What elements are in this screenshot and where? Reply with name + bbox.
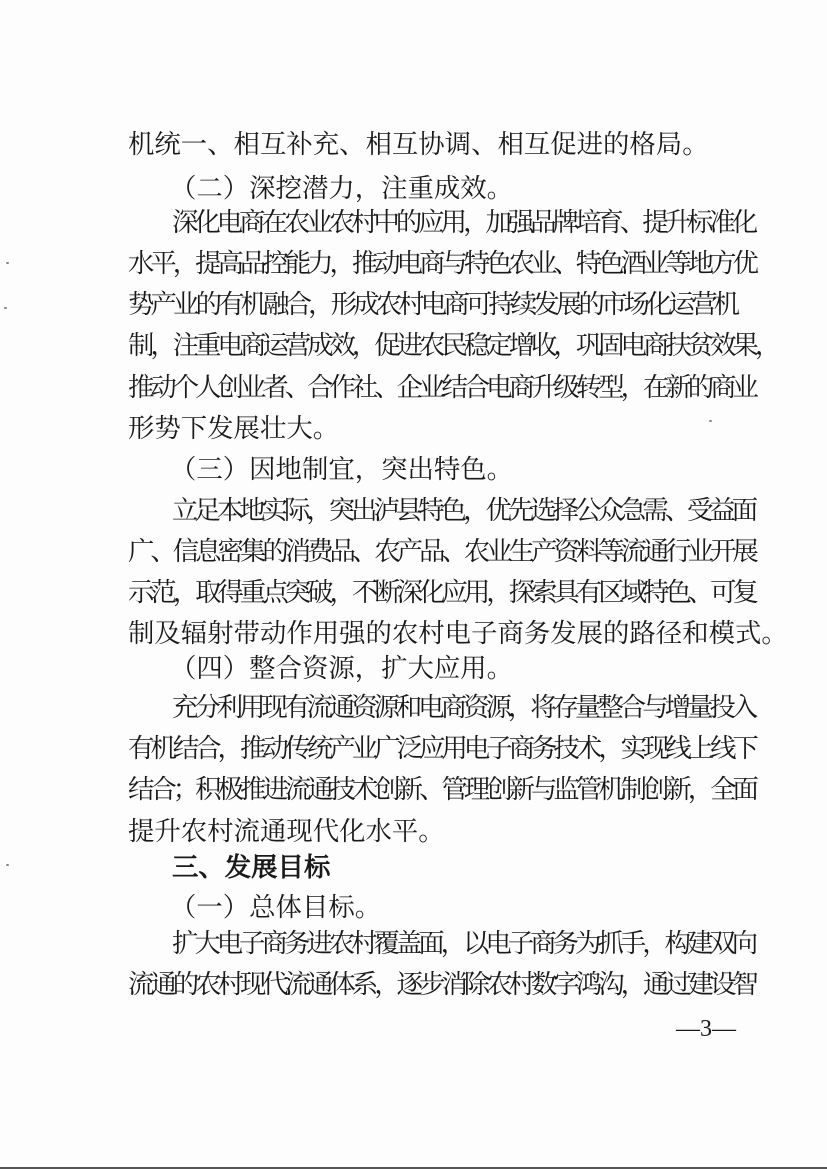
scan-speck <box>4 307 7 309</box>
section-heading-line <box>0 851 827 885</box>
paragraph-line <box>0 329 827 363</box>
scan-speck <box>6 262 9 264</box>
paragraph-line <box>0 815 827 849</box>
line-text: 制，注重电商运营成效，促进农民稳定增收，巩固电商扶贫效果， <box>128 330 778 361</box>
line-text: 广、信息密集的消费品、农产品、农业生产资料等流通行业开展 <box>128 536 755 567</box>
subheading-text: （二）深挖潜力，注重成效。 <box>170 173 514 204</box>
line-text: 制及辐射带动作用强的农村电子商务发展的路径和模式。 <box>128 618 788 649</box>
page-number: —3— <box>676 1016 736 1042</box>
scan-speck <box>6 864 9 866</box>
subheading-line <box>0 453 827 487</box>
line-text: 形势下发展壮大。 <box>128 413 340 444</box>
line-text: 立足本地实际，突出泸县特色，优先选择公众急需、受益面 <box>172 495 755 526</box>
subheading-line <box>0 652 827 686</box>
line-text: 充分利用现有流通资源和电商资源，将存量整合与增量投入 <box>172 692 755 723</box>
line-text: 水平，提高品控能力，推动电商与特色农业、特色酒业等地方优 <box>128 248 755 279</box>
paragraph-line <box>0 968 827 1002</box>
paragraph-line <box>0 412 827 446</box>
subheading-line <box>0 891 827 925</box>
line-text: 推动个人创业者、合作社、企业结合电商升级转型，在新的商业 <box>128 372 755 403</box>
section-heading: 三、发展目标 <box>172 852 331 883</box>
line-text: 结合；积极推进流通技术创新、管理创新与监管机制创新，全面 <box>128 774 755 805</box>
paragraph-line <box>0 576 827 610</box>
line-text: 势产业的有机融合，形成农村电商可持续发展的市场化运营机 <box>128 289 737 320</box>
paragraph-line <box>0 247 827 281</box>
subheading-line <box>0 172 827 206</box>
line-text: 流通的农村现代流通体系，逐步消除农村数字鸿沟，通过建设智 <box>128 969 755 1000</box>
line-text: 有机结合，推动传统产业广泛应用电子商务技术，实现线上线下 <box>128 733 755 764</box>
line-text: 提升农村流通现代化水平。 <box>128 816 445 847</box>
scan-speck <box>709 420 712 422</box>
subheading-text: （四）整合资源，扩大应用。 <box>170 653 514 684</box>
paragraph-line <box>0 927 827 961</box>
paragraph-line <box>0 494 827 528</box>
paragraph-line <box>0 691 827 725</box>
paragraph-line <box>0 773 827 807</box>
line-text: 扩大电子商务进农村覆盖面，以电子商务为抓手，构建双向 <box>172 928 755 959</box>
paragraph-line <box>0 535 827 569</box>
line-text: 深化电商在农业农村中的应用，加强品牌培育、提升标准化 <box>172 207 755 238</box>
paragraph-line <box>0 371 827 405</box>
paragraph-line <box>0 206 827 240</box>
line-text: 机统一、相互补充、相互协调、相互促进的格局。 <box>128 129 709 160</box>
paragraph-line <box>0 288 827 322</box>
line-text: 示范，取得重点突破，不断深化应用，探索具有区域特色、可复 <box>128 577 755 608</box>
subheading-text: （三）因地制宜，突出特色。 <box>170 454 514 485</box>
subheading-text: （一）总体目标。 <box>170 892 382 923</box>
paragraph-line <box>0 128 827 162</box>
paragraph-line <box>0 617 827 651</box>
paragraph-line <box>0 732 827 766</box>
